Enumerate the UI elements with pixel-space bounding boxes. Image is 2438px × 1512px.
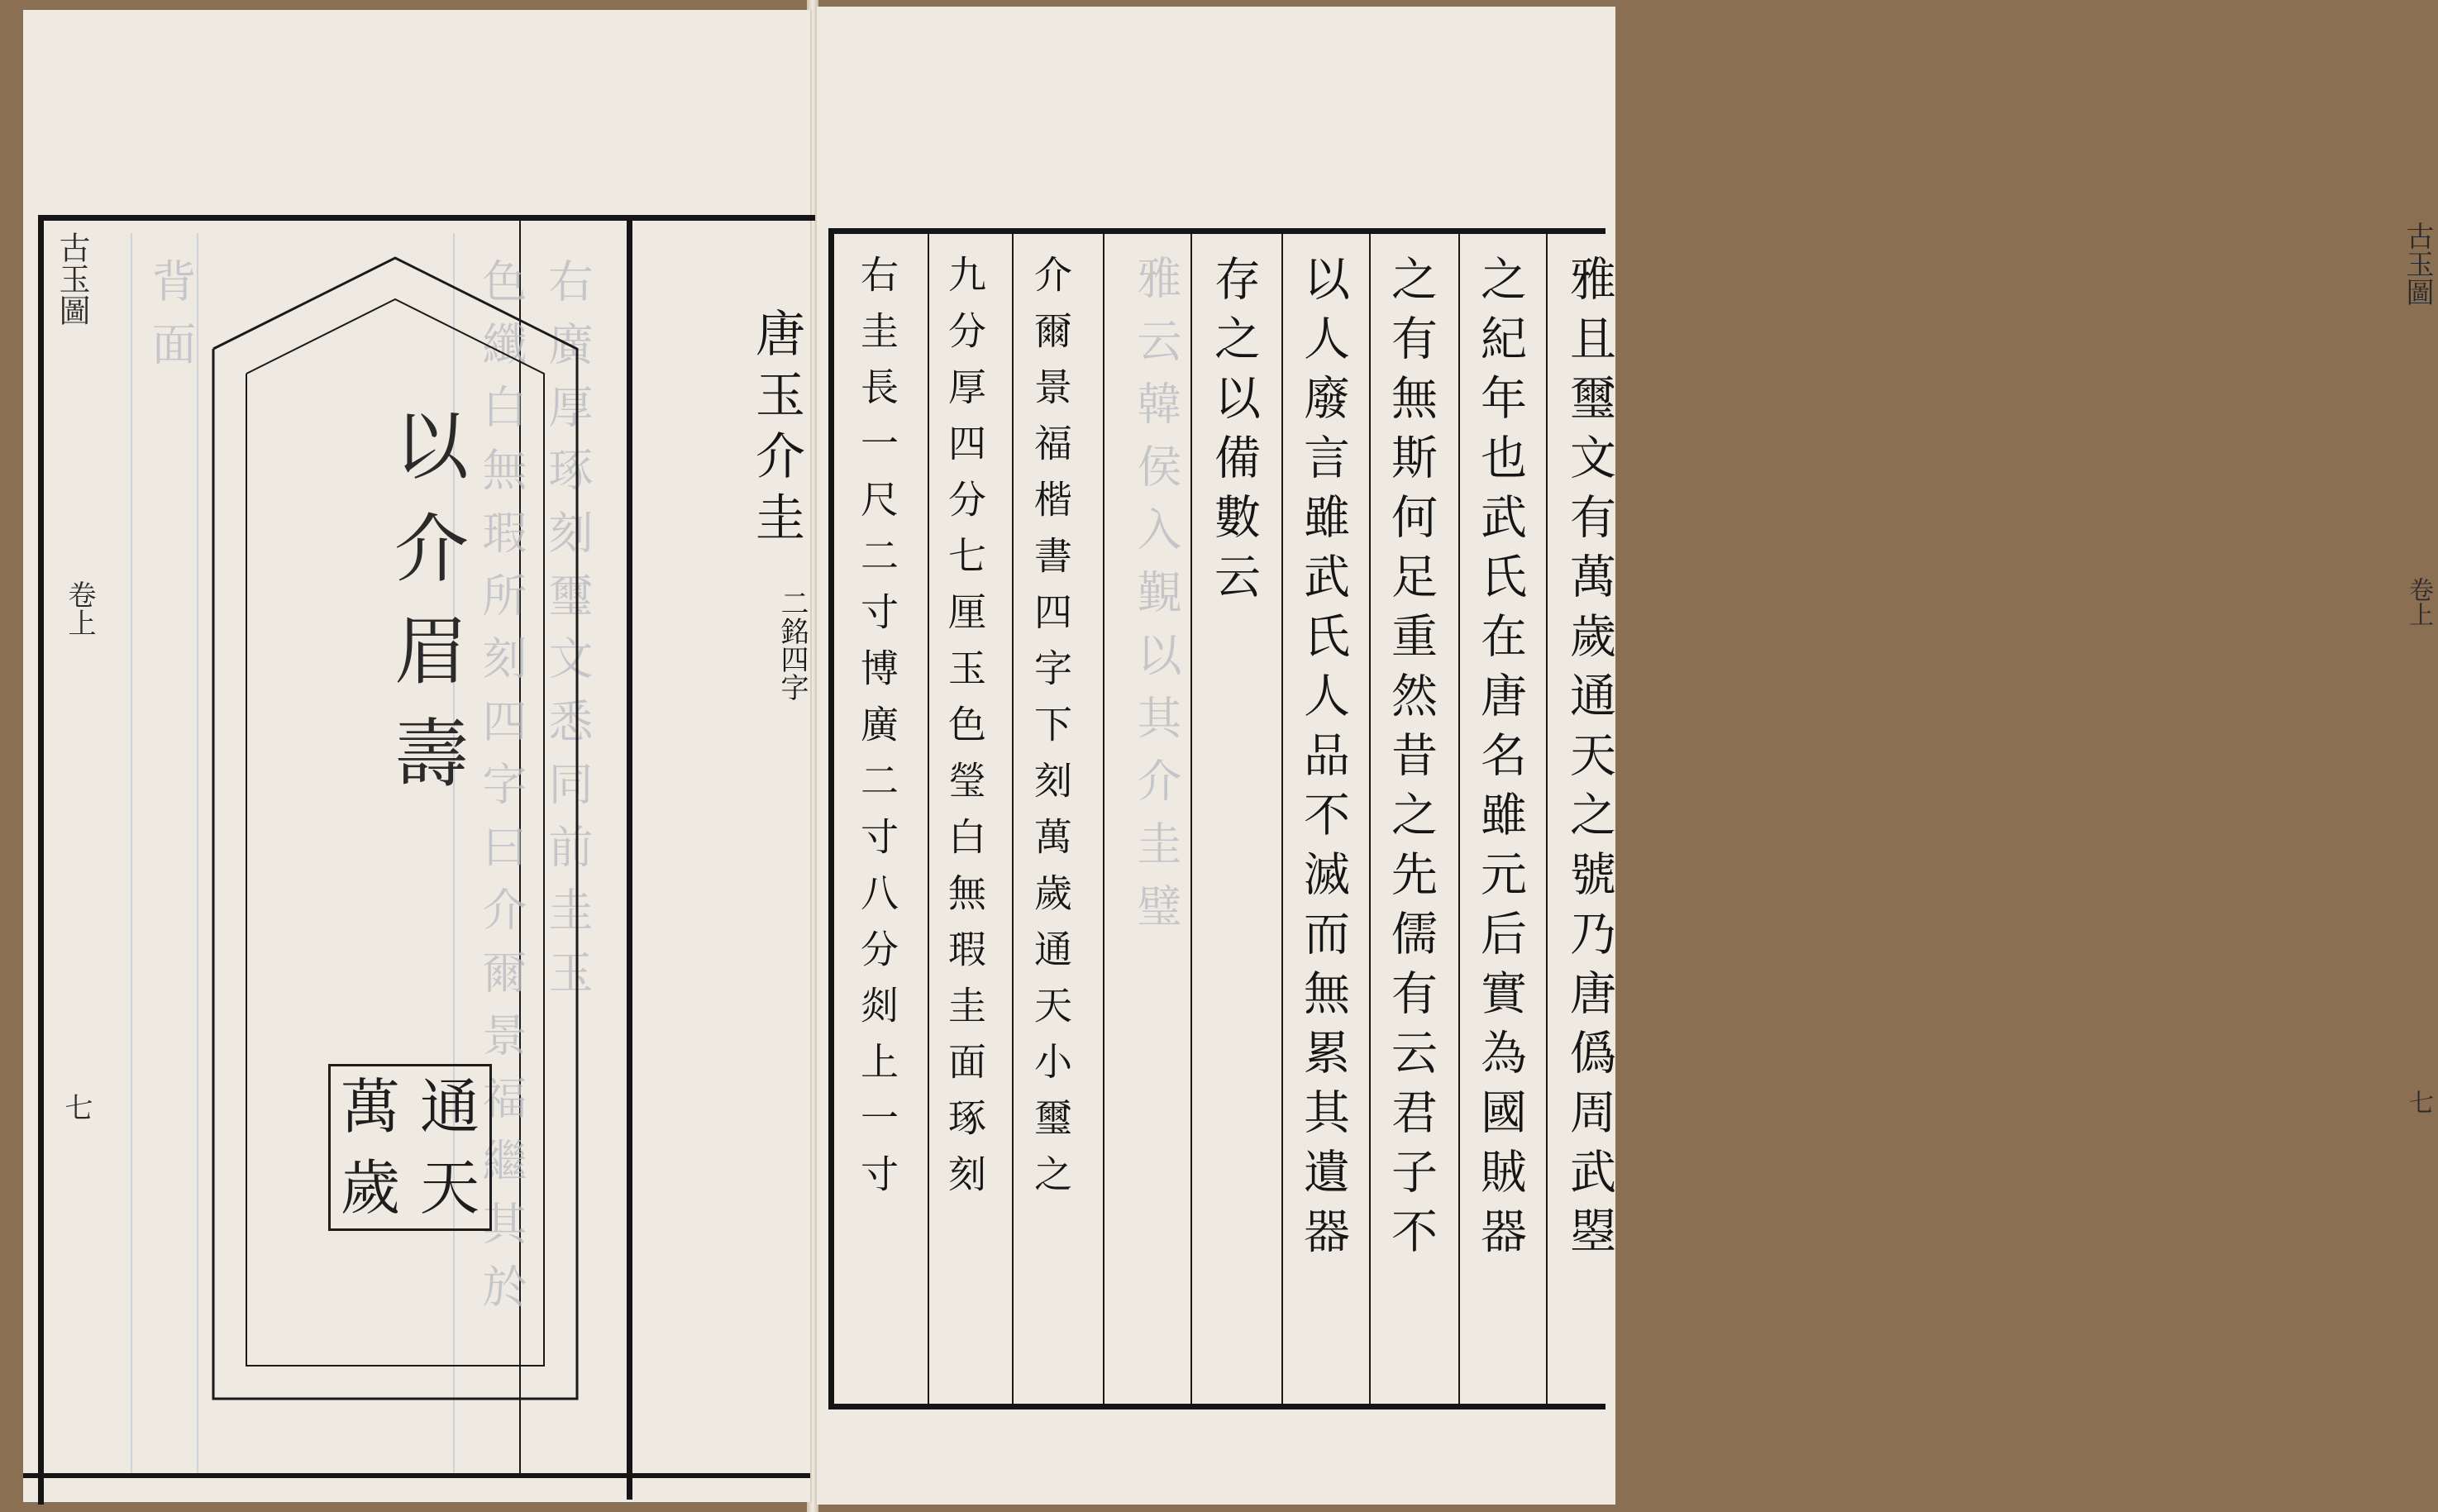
ghost-text-column: 雅云韓侯入覲以其介圭璧 — [1130, 255, 1182, 946]
text-column: 雅且璽文有萬歲通天之號乃唐僞周武曌 — [1563, 255, 1616, 1266]
ghost-rule — [197, 233, 198, 1473]
item-heading: 唐玉介圭 — [747, 308, 805, 552]
spine-folio-number: 七 — [2404, 1090, 2433, 1114]
note-column: 介爾景福楷書四字下刻萬歲通天小璽之 — [1028, 255, 1073, 1210]
note-column: 九分厚四分七厘玉色瑩白無瑕圭面琢刻 — [942, 255, 987, 1210]
seal-character: 天 — [419, 1153, 479, 1223]
left-frame-bottom — [23, 1473, 810, 1478]
ghost-rule — [131, 233, 132, 1473]
column-rule — [1190, 234, 1192, 1404]
spine-book-title: 古玉圖 — [54, 231, 90, 326]
inscription-note: 二銘四字 — [775, 589, 809, 701]
spine-volume-label: 卷上 — [63, 580, 96, 637]
left-frame-inner-edge — [627, 215, 632, 1500]
text-column: 以人廢言雖武氏人品不滅而無累其遺器 — [1296, 255, 1350, 1266]
ghost-text-column: 右廣厚琢刻璽文悉同前圭玉 — [542, 258, 594, 1012]
left-page — [23, 10, 812, 1502]
column-rule — [1458, 234, 1460, 1404]
seal-character: 歲 — [340, 1153, 400, 1223]
text-column: 之紀年也武氏在唐名雖元后實為國賊器 — [1473, 255, 1527, 1266]
seal-character: 萬 — [340, 1072, 400, 1142]
right-frame-top — [828, 228, 1605, 234]
right-frame-left-edge — [828, 228, 834, 1409]
left-frame-spine-edge — [38, 215, 44, 1505]
ghost-text-column: 色纖白無瑕所刻四字曰介爾景福繼其於 — [475, 258, 527, 1326]
seal-character: 通 — [419, 1072, 479, 1142]
column-rule — [1369, 234, 1371, 1404]
column-rule — [1281, 234, 1283, 1404]
column-rule — [928, 234, 929, 1404]
text-column: 之有無斯何足重然昔之先儒有云君子不 — [1384, 255, 1438, 1266]
spine-book-title: 古玉圖 — [2401, 222, 2434, 306]
right-frame-bottom — [828, 1404, 1605, 1409]
text-column: 存之以備數云 — [1207, 255, 1261, 612]
seal-stamp — [328, 1064, 492, 1231]
column-rule — [1546, 234, 1548, 1404]
column-rule — [1012, 234, 1014, 1404]
ghost-text-column: 背面 — [145, 258, 197, 384]
note-column: 右圭長一尺二寸博廣二寸八分剡上一寸 — [855, 255, 899, 1210]
spine-folio-number: 七 — [60, 1093, 93, 1121]
spine-volume-label: 卷上 — [2404, 577, 2433, 627]
right-page — [815, 7, 2434, 1505]
tablet-inscription: 以介眉壽 — [381, 407, 468, 817]
column-rule — [1103, 234, 1104, 1404]
